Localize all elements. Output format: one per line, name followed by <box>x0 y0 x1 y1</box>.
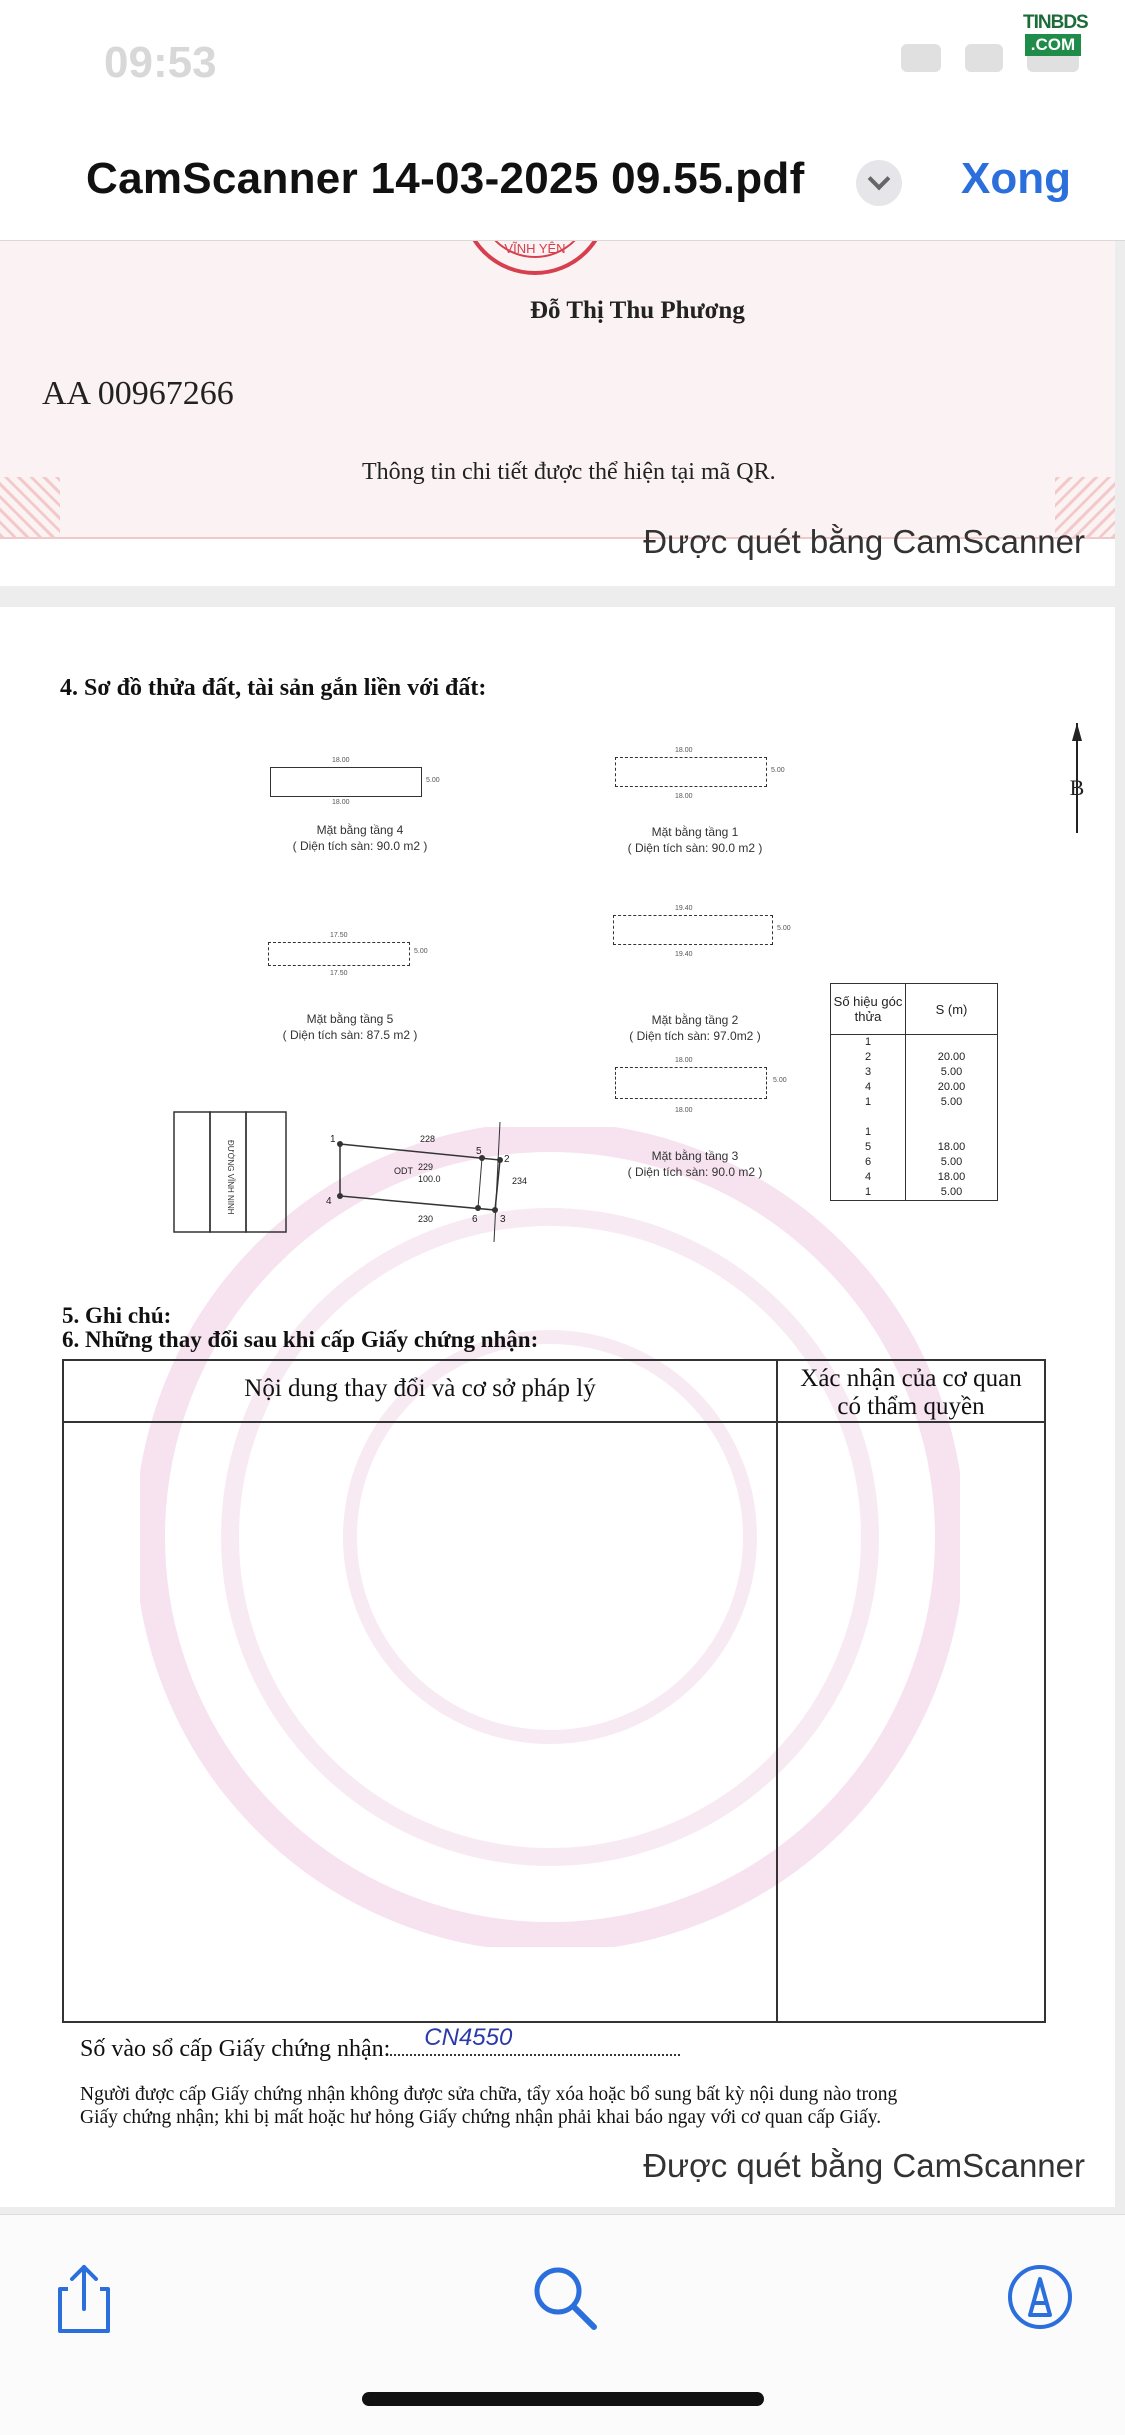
pdf-page-1 <box>0 241 1115 586</box>
corner-cell: 1 <box>831 1125 906 1140</box>
plan-outline <box>613 915 773 945</box>
plan-area: ( Diện tích sàn: 97.0m2 ) <box>629 1029 761 1043</box>
table-row <box>831 1125 998 1140</box>
table-header: S (m) <box>906 984 998 1035</box>
corner-cell: 2 <box>831 1050 906 1065</box>
plan-label: Mặt bằng tầng 4 <box>316 823 404 837</box>
table-row <box>831 1050 998 1065</box>
point-label: 1 <box>330 1134 336 1145</box>
changes-col2-header <box>778 1365 1044 1421</box>
length-cell: 18.00 <box>906 1170 998 1185</box>
section-4-title: 4. Sơ đồ thửa đất, tài sản gắn liền với đất: <box>60 675 487 701</box>
road-label: ĐƯỜNG VĨNH NINH <box>226 1140 235 1215</box>
corner-cell: 5 <box>831 1140 906 1155</box>
table-row <box>831 1110 998 1125</box>
lot-map <box>170 1102 530 1242</box>
plan-side-dim: 5.00 <box>426 777 440 784</box>
table-row <box>831 1035 998 1051</box>
search-icon[interactable] <box>524 2257 604 2337</box>
length-cell <box>906 1110 998 1125</box>
register-number-line <box>80 2024 680 2063</box>
length-cell <box>906 1125 998 1140</box>
plan-bottom-dim: 17.50 <box>330 970 348 977</box>
floor-plan-4 <box>260 757 460 897</box>
length-cell: 5.00 <box>906 1155 998 1170</box>
point-label: 5 <box>476 1146 482 1157</box>
changes-col1-header: Nội dung thay đổi và cơ sở pháp lý <box>244 1375 596 1402</box>
corner-length-table <box>830 983 998 1201</box>
plan-bottom-dim: 19.40 <box>675 951 693 958</box>
parcel-number: 229 <box>418 1162 434 1172</box>
plan-label: Mặt bằng tầng 1 <box>651 825 739 839</box>
camscanner-watermark: Được quét bằng CamScanner <box>643 523 1085 560</box>
camscanner-watermark: Được quét bằng CamScanner <box>643 2147 1085 2184</box>
parcel-area: 100.0 <box>418 1174 441 1184</box>
official-seal <box>455 241 615 281</box>
table-row <box>831 1140 998 1155</box>
plan-area: ( Diện tích sàn: 87.5 m2 ) <box>282 1028 418 1042</box>
plan-side-dim: 5.00 <box>777 925 791 932</box>
table-header: Số hiệu góc thửa <box>831 984 906 1035</box>
plan-label: Mặt bằng tầng 2 <box>651 1013 739 1027</box>
home-indicator <box>362 2392 764 2406</box>
length-cell: 5.00 <box>906 1065 998 1080</box>
north-arrow-icon <box>1062 723 1092 833</box>
length-cell: 20.00 <box>906 1050 998 1065</box>
table-row <box>831 1155 998 1170</box>
signal-icon <box>901 44 941 72</box>
watermark-logo <box>1023 8 1088 62</box>
point-label: 3 <box>500 1214 506 1225</box>
corner-cell: 3 <box>831 1065 906 1080</box>
corner-cell: 1 <box>831 1095 906 1110</box>
watermark-line1: TINBDS <box>1023 12 1088 33</box>
table-row <box>831 1170 998 1185</box>
header-divider <box>64 1421 1044 1423</box>
status-time: 09:53 <box>104 38 217 87</box>
warning-line-1: Người được cấp Giấy chứng nhận không được sửa chữa, tẩy xóa hoặc bổ sung bất kỳ nội dung nào trong <box>80 2084 898 2105</box>
length-cell: 5.00 <box>906 1095 998 1110</box>
chevron-down-icon[interactable] <box>856 160 902 206</box>
neighbor-label: 228 <box>420 1134 436 1144</box>
corner-cell: 6 <box>831 1155 906 1170</box>
corner-cell: 4 <box>831 1170 906 1185</box>
length-cell: 5.00 <box>906 1185 998 1201</box>
plan-outline <box>270 767 422 797</box>
corner-cell: 1 <box>831 1035 906 1051</box>
ornament-left <box>0 477 60 537</box>
plan-top-dim: 19.40 <box>675 905 693 912</box>
plan-top-dim: 18.00 <box>332 757 350 764</box>
done-button[interactable]: Xong <box>961 154 1071 203</box>
plan-side-dim: 5.00 <box>771 767 785 774</box>
length-cell: 18.00 <box>906 1140 998 1155</box>
plan-area: ( Diện tích sàn: 90.0 m2 ) <box>627 1165 763 1179</box>
pdf-page-2 <box>0 607 1115 2207</box>
seal-text: VĨNH YÊN <box>504 241 566 256</box>
navigation-bar <box>0 130 1125 241</box>
changes-table <box>62 1359 1046 2023</box>
plan-side-dim: 5.00 <box>414 948 428 955</box>
table-row <box>831 1185 998 1201</box>
section-6-title: 6. Những thay đổi sau khi cấp Giấy chứng nhận: <box>62 1327 539 1352</box>
certificate-serial: AA 00967266 <box>42 375 234 412</box>
plan-bottom-dim: 18.00 <box>332 799 350 806</box>
corner-cell <box>831 1110 906 1125</box>
land-type: ODT <box>394 1166 413 1176</box>
warning-line-2: Giấy chứng nhận; khi bị mất hoặc hư hỏng Giấy chứng nhận phải khai báo ngay với cơ quan cấp Giấy. <box>80 2107 882 2128</box>
table-row <box>831 1065 998 1080</box>
warning-text <box>80 2083 1060 2129</box>
plan-area: ( Diện tích sàn: 90.0 m2 ) <box>627 841 763 855</box>
share-icon[interactable] <box>44 2257 124 2337</box>
floor-plan-3 <box>595 1057 795 1197</box>
length-cell <box>906 1035 998 1051</box>
plan-outline <box>615 1067 767 1099</box>
table-row <box>831 1095 998 1110</box>
neighbor-label: 234 <box>512 1176 528 1186</box>
plan-label: Mặt bằng tầng 3 <box>651 1149 739 1163</box>
plan-top-dim: 17.50 <box>330 932 348 939</box>
point-label: 6 <box>472 1214 478 1225</box>
changes-col2-line1: Xác nhận của cơ quan <box>800 1365 1022 1392</box>
plan-outline <box>615 757 767 787</box>
section-5-title: 5. Ghi chú: <box>62 1303 172 1328</box>
status-bar <box>0 0 1125 130</box>
corner-cell: 4 <box>831 1080 906 1095</box>
signer-name: Đỗ Thị Thu Phương <box>530 297 745 324</box>
plan-label: Mặt bằng tầng 5 <box>306 1012 394 1026</box>
floor-plan-1 <box>595 747 795 887</box>
column-divider <box>776 1361 778 2021</box>
neighbor-label: 230 <box>418 1214 434 1224</box>
wifi-icon <box>965 44 1003 72</box>
changes-col2-line2: có thẩm quyền <box>837 1393 985 1420</box>
markup-icon[interactable] <box>1000 2257 1080 2337</box>
table-row <box>831 1080 998 1095</box>
plan-side-dim: 5.00 <box>773 1077 787 1084</box>
plan-top-dim: 18.00 <box>675 1057 693 1064</box>
plan-area: ( Diện tích sàn: 90.0 m2 ) <box>292 839 428 853</box>
register-value: CN4550 <box>424 2024 513 2051</box>
floor-plan-5 <box>240 932 460 1072</box>
plan-outline <box>268 942 410 966</box>
plan-bottom-dim: 18.00 <box>675 1107 693 1114</box>
watermark-line2: .COM <box>1025 34 1081 56</box>
length-cell: 20.00 <box>906 1080 998 1095</box>
point-label: 4 <box>326 1196 332 1207</box>
north-label: B <box>1069 775 1085 800</box>
register-dots <box>390 2024 680 2056</box>
register-label: Số vào sổ cấp Giấy chứng nhận: <box>80 2036 391 2062</box>
qr-note: Thông tin chi tiết được thể hiện tại mã QR. <box>362 459 776 485</box>
plan-top-dim: 18.00 <box>675 747 693 754</box>
corner-cell: 1 <box>831 1185 906 1201</box>
floor-plan-2 <box>595 905 795 1045</box>
document-title[interactable]: CamScanner 14-03-2025 09.55.pdf <box>86 154 805 203</box>
point-label: 2 <box>504 1154 510 1165</box>
plan-bottom-dim: 18.00 <box>675 793 693 800</box>
